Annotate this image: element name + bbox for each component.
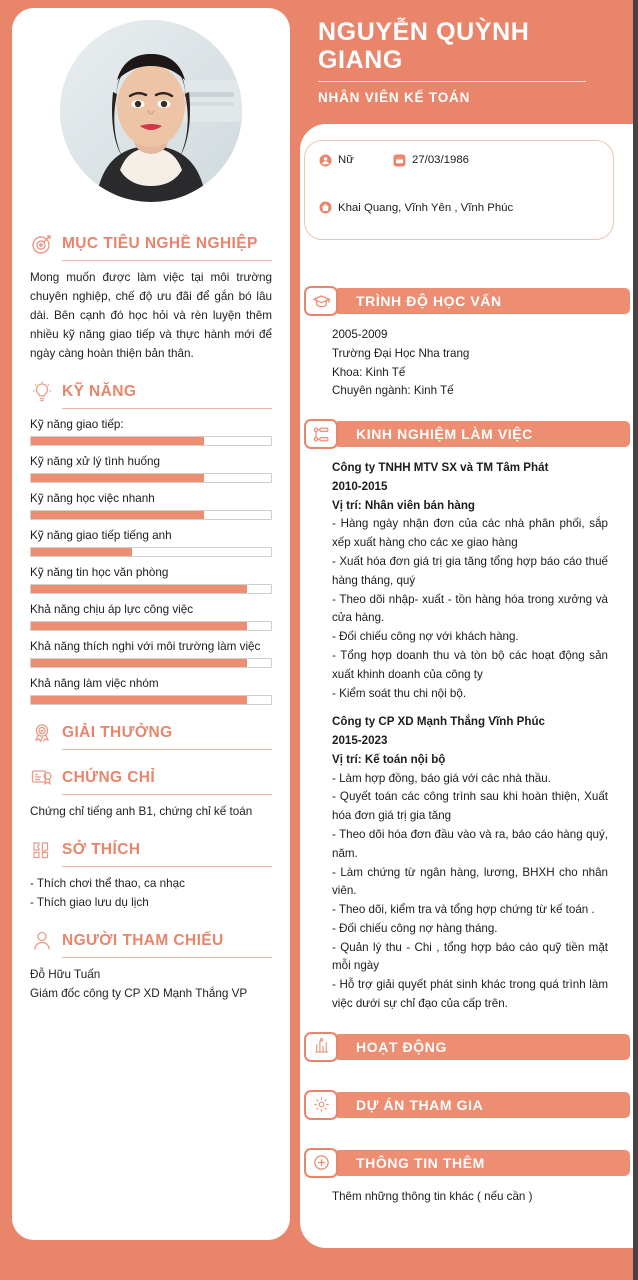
name-block [300,0,630,124]
skill-label: Khả năng thích nghi với môi trường làm việc [30,639,261,653]
right-sections [304,284,630,1207]
job-duty: - Kiểm soát thu chi nội bộ. [332,686,467,700]
projects-title: DỰ ÁN THAM GIA [334,1092,630,1118]
hobbies-title: SỞ THÍCH [62,840,141,858]
skill-row [30,640,272,668]
person-icon [319,154,332,167]
skill-progress-fill [31,696,247,704]
contact-gender [319,154,393,167]
contact-row-primary [319,153,599,167]
job-duty: - Hỗ trợ giải quyết phát sinh khác trong quá trình làm việc dưới sự chỉ đạo của cấp trên. [332,978,608,1010]
additional-info-title: THÔNG TIN THÊM [334,1150,630,1176]
reference-line: Giám đốc công ty CP XD Mạnh Thắng VP [30,986,248,1000]
hobby-item: - Thích giao lưu dụ lịch [30,895,149,909]
section-experience [304,419,630,1014]
job-role: NHÂN VIÊN KẾ TOÁN [318,90,471,105]
left-sidebar [12,8,290,1240]
award-ribbon-icon [30,721,54,745]
right-column [300,0,630,1280]
job-duty: - Quyết toán các công trình sau khi hoàn thiện, Xuất hóa đơn giá trị gia tăng [332,790,608,823]
certificates-title: CHỨNG CHỈ [62,768,156,786]
lightbulb-icon [30,380,54,404]
career-objective-header [30,232,272,256]
reference-lines [30,966,272,1004]
reference-line: Đỗ Hữu Tuấn [30,967,101,981]
skill-label: Kỹ năng giao tiếp tiếng anh [30,528,172,542]
section-activities [304,1032,630,1072]
redacted-contact-field [519,153,599,167]
skill-progress-bar [30,547,272,557]
avatar [60,20,242,202]
job-duty: - Đối chiếu công nợ với khách hàng. [332,630,519,644]
skill-progress-fill [31,437,204,445]
divider [62,260,272,261]
divider [62,749,272,750]
home-icon [319,201,332,214]
hobby-item: - Thích chơi thể thao, ca nhạc [30,876,185,890]
target-icon [30,232,54,256]
education-line: 2005-2009 [332,328,388,341]
skill-progress-bar [30,658,272,668]
awards-title: GIẢI THƯỞNG [62,723,173,741]
divider [62,957,272,958]
section-career-objective [12,232,290,364]
project-icon [304,1090,338,1120]
page-title: NGUYỄN QUỲNH GIANG [318,18,530,74]
skill-row [30,455,272,483]
additional-info-header [304,1148,630,1178]
activity-badge-icon [304,1032,338,1062]
activities-title: HOẠT ĐỘNG [334,1034,630,1060]
skill-label: Khả năng chịu áp lực công việc [30,602,194,616]
job-duty: - Đối chiếu công nợ hàng tháng. [332,921,498,935]
experience-job [332,713,608,1014]
projects-header [304,1090,630,1120]
job-duty: - Quản lý thu - Chi , tổng hợp báo cáo quỹ tiền mặt mỗi ngày [332,940,608,973]
activities-header [304,1032,630,1062]
reference-header [30,929,272,953]
skill-progress-bar [30,510,272,520]
job-period: 2015-2023 [332,734,388,748]
section-hobbies [12,838,290,913]
contact-card [304,140,614,240]
skills-title: KỸ NĂNG [62,382,137,400]
skill-label: Kỹ năng giao tiếp: [30,417,124,431]
job-duty: - Xuất hóa đơn giá trị gia tăng tổng hợp báo cáo thuế hàng tháng, quý [332,555,608,587]
section-projects [304,1090,630,1130]
skill-row [30,566,272,594]
job-duty: - Làm chứng từ ngân hàng, lương, BHXH cho nhân viên. [332,865,608,898]
section-additional-info [304,1148,630,1207]
calendar-icon [393,154,406,167]
job-duty: - Theo dõi nhập- xuất - tồn hàng hóa trong xưởng và cửa hàng. [332,592,608,625]
job-duty: - Tổng hợp doanh thu và tòn bộ các hoạt động sản xuất khinh doanh của công ty [332,648,608,681]
skill-progress-bar [30,584,272,594]
skill-progress-bar [30,436,272,446]
skill-progress-fill [31,622,247,630]
person-icon [30,929,54,953]
career-objective-body: Mong muốn được làm việc tại môi trường chuyên nghiệp, chế độ ưu đãi để gắn bó lâu dài. Bên cạnh đó học hỏi và rèn luyện thêm nhiều kỹ năng giao tiếp và thực hành mới để ngày càng hoàn thiện bản thân. [30,271,272,360]
education-line: Chuyên ngành: Kinh Tế [332,384,454,398]
skill-progress-fill [31,548,132,556]
skill-progress-fill [31,474,204,482]
job-duty: - Theo dõi, kiểm tra và tổng hợp chứng từ kế toán . [332,903,595,917]
education-line: Khoa: Kinh Tế [332,365,406,379]
skill-progress-bar [30,695,272,705]
skill-row [30,529,272,557]
additional-info-text: Thêm những thông tin khác ( nếu cần ) [332,1189,533,1203]
additional-info-body [304,1178,630,1207]
skill-row [30,603,272,631]
hobbies-list [30,875,272,913]
section-education [304,286,630,401]
skills-header [30,380,272,404]
birthdate-value: 27/03/1986 [412,154,470,166]
section-reference [12,929,290,1004]
skill-label: Kỹ năng tin học văn phòng [30,565,169,579]
certificates-body: Chứng chỉ tiếng anh B1, chứng chỉ kế toán [30,804,253,818]
skill-label: Khả năng làm việc nhóm [30,676,159,690]
skill-label: Kỹ năng xử lý tình huống [30,454,160,468]
awards-header [30,721,272,745]
certificates-header [30,766,272,790]
skill-progress-bar [30,473,272,483]
divider [62,408,272,409]
certificate-icon [30,766,54,790]
contact-address [319,201,513,214]
divider [62,866,272,867]
education-header [304,286,630,316]
job-duty: - Theo dõi hóa đơn đầu vào và ra, báo cáo hàng quý, năm. [332,827,608,860]
experience-body [304,449,630,1014]
skill-progress-fill [31,585,247,593]
skill-progress-bar [30,621,272,631]
reference-title: NGƯỜI THAM CHIẾU [62,931,224,949]
experience-title: KINH NGHIỆM LÀM VIỆC [334,421,630,447]
divider [62,794,272,795]
experience-job [332,459,608,713]
gender-value: Nữ [338,154,354,166]
section-skills [12,380,290,705]
job-position: Vị trí: Nhân viên bán hàng [332,498,476,512]
section-awards [12,721,290,750]
education-line: Trường Đại Học Nha trang [332,346,470,360]
job-company: Công ty CP XD Mạnh Thắng Vĩnh Phúc [332,715,545,729]
job-period: 2010-2015 [332,479,388,493]
job-position: Vị trí: Kế toán nội bộ [332,752,446,766]
avatar-wrapper [12,8,290,216]
plus-circle-icon [304,1148,338,1178]
skill-row [30,677,272,705]
projects-body [304,1120,630,1130]
skill-row [30,418,272,446]
job-duty: - Làm hợp đồng, báo giá với các nhà thầu. [332,771,551,785]
contact-birthdate [393,154,519,167]
skill-progress-fill [31,659,247,667]
job-company: Công ty TNHH MTV SX và TM Tâm Phát [332,461,549,475]
hobbies-header [30,838,272,862]
skill-label: Kỹ năng học việc nhanh [30,491,155,505]
section-certificates [12,766,290,822]
spacer [332,703,608,713]
career-objective-title: MỤC TIÊU NGHỀ NGHIỆP [62,235,258,252]
skill-row [30,492,272,520]
education-title: TRÌNH ĐỘ HỌC VẤN [334,288,630,314]
activities-body [304,1062,630,1072]
education-body [304,316,630,401]
divider [318,81,586,82]
skills-list [30,418,272,705]
job-duty: - Hàng ngày nhận đơn của các nhà phân phối, sắp xếp xuất hàng cho các xe giao hàng [332,517,608,550]
contact-row-address [319,201,599,214]
graduation-cap-icon [304,286,338,316]
skill-progress-fill [31,511,204,519]
workflow-icon [304,419,338,449]
address-value: Khai Quang, Vĩnh Yên , Vĩnh Phúc [338,201,514,214]
puzzle-icon [30,838,54,862]
experience-header [304,419,630,449]
